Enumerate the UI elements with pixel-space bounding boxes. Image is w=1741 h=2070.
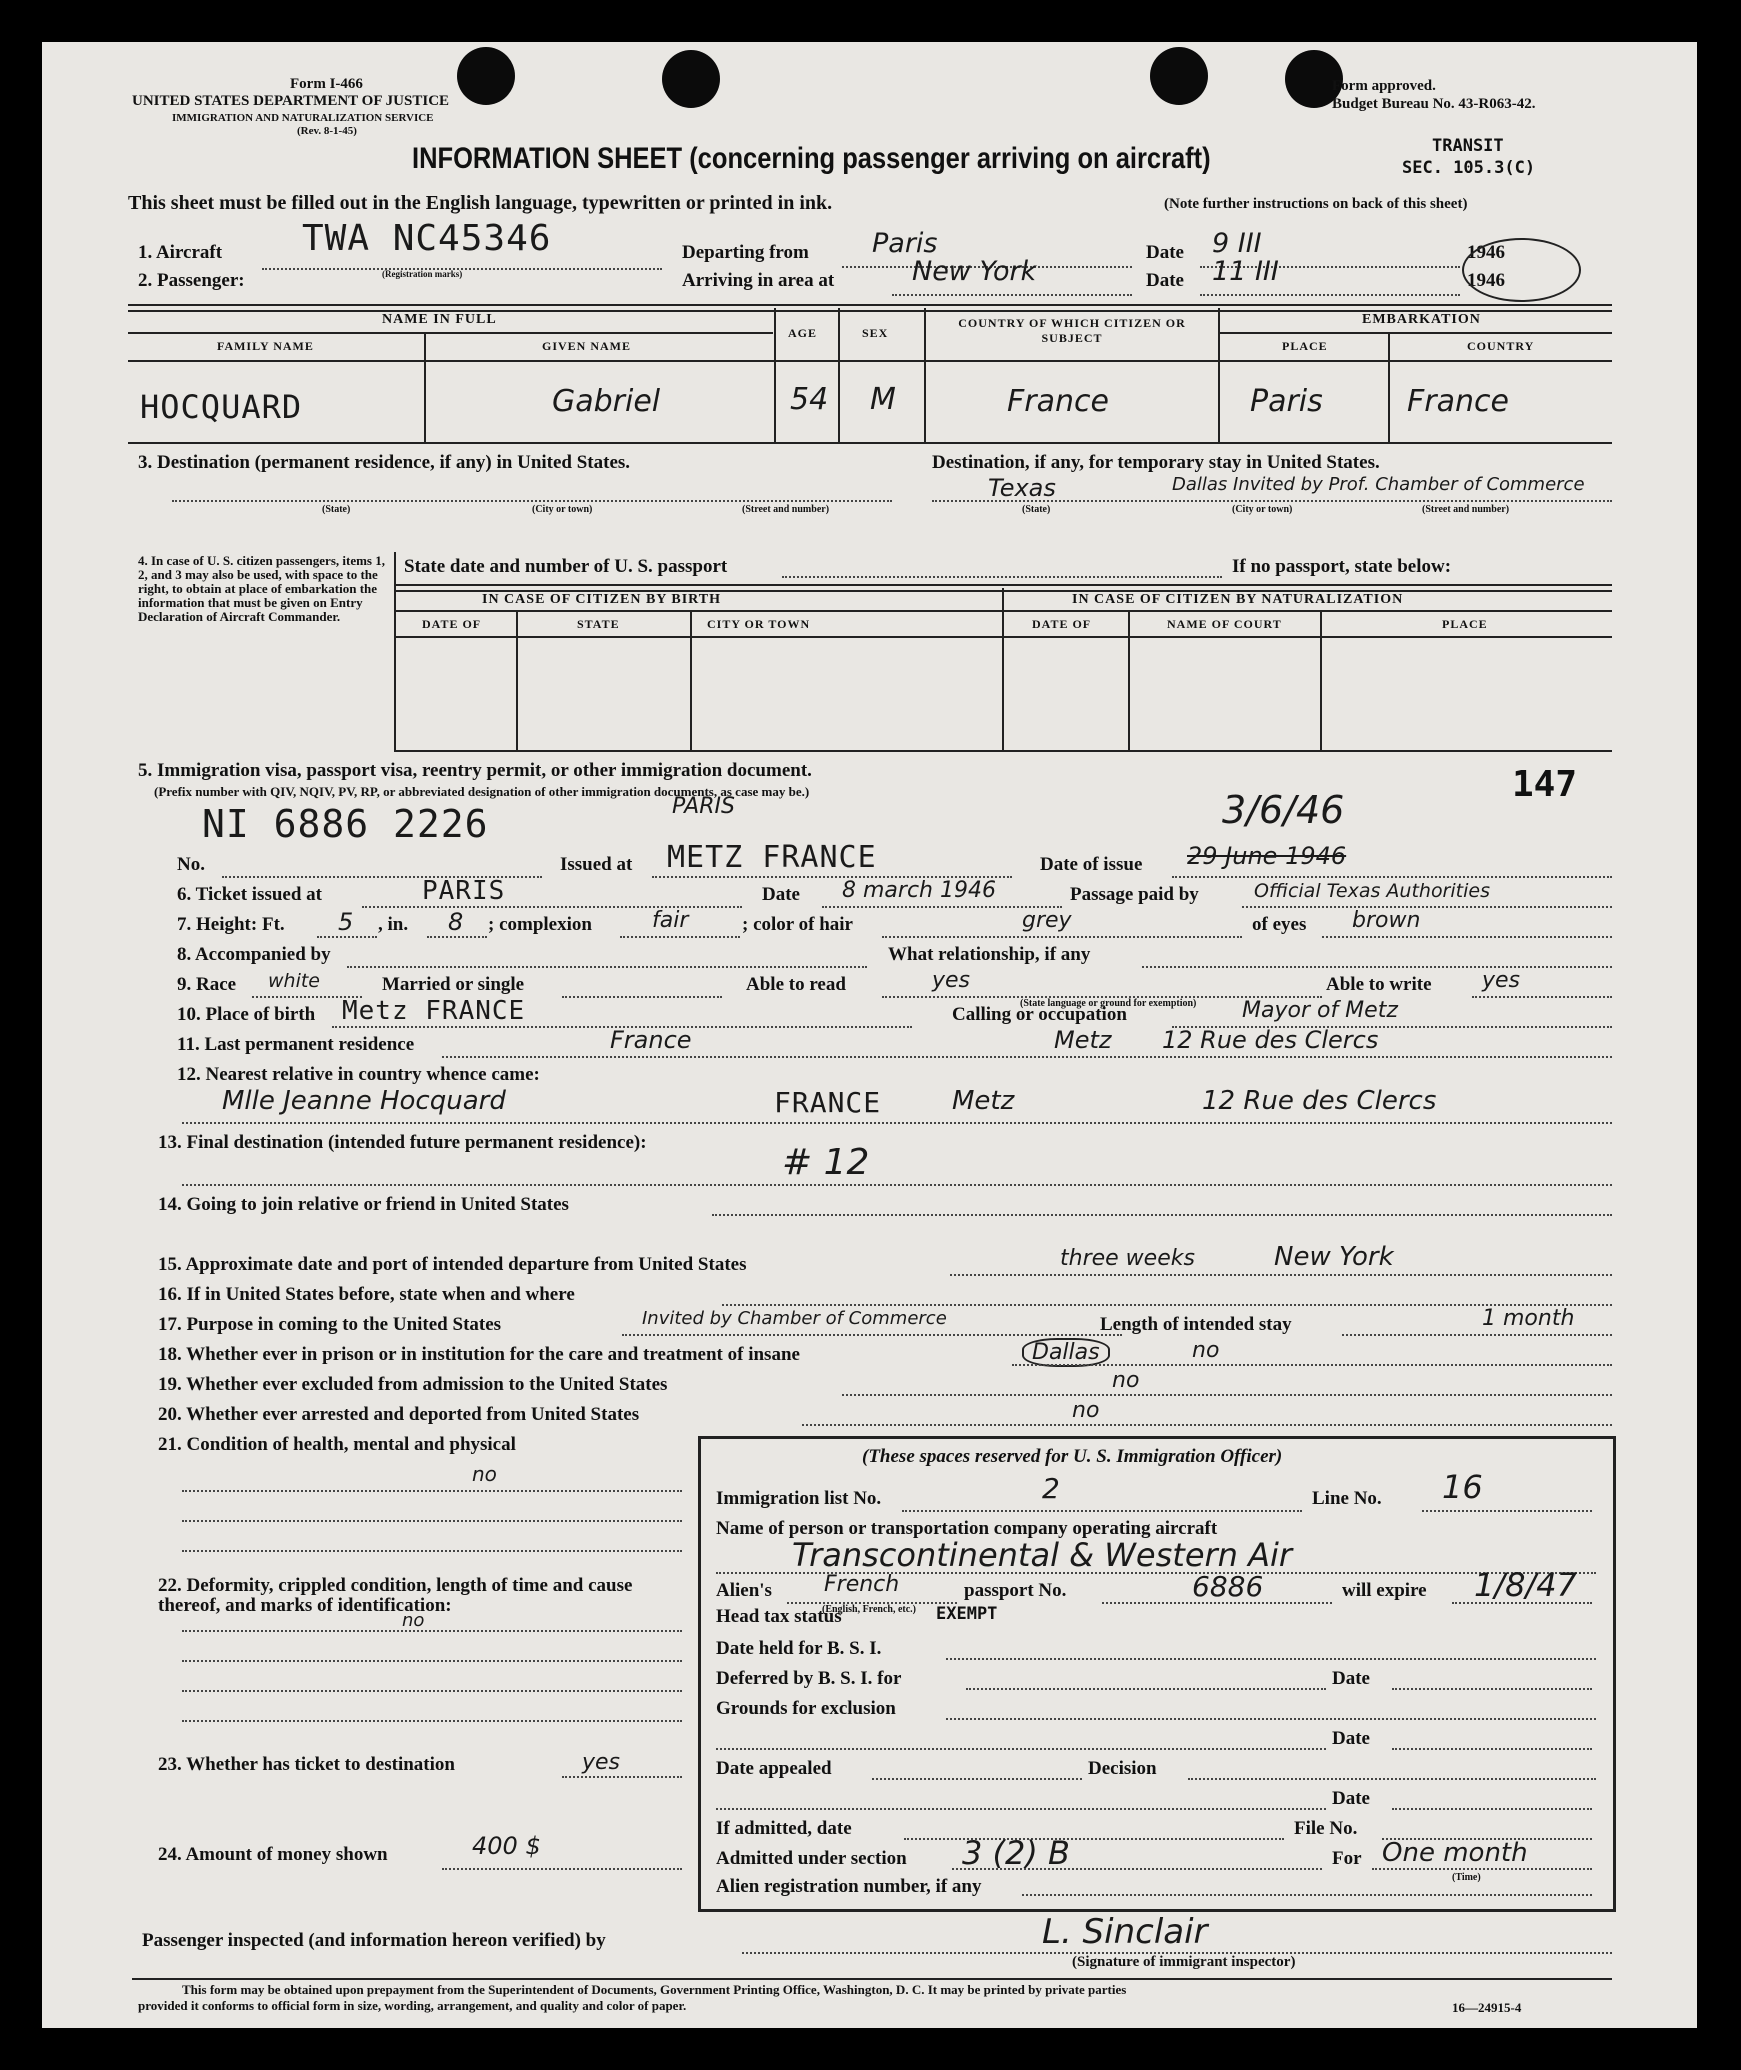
family-name-value[interactable]: HOCQUARD xyxy=(140,388,303,426)
passage-paid-label: Passage paid by xyxy=(1070,884,1199,905)
state-header: STATE xyxy=(577,617,620,631)
section-label: Admitted under section xyxy=(716,1848,907,1869)
item22-label: 22. Deformity, crippled condition, length of time and cause thereof, and marks of identification: xyxy=(158,1575,633,1616)
embark-country-value[interactable]: France xyxy=(1407,384,1509,419)
doi-value[interactable]: 29 June 1946 xyxy=(1187,842,1347,870)
relationship-label: What relationship, if any xyxy=(888,944,1091,965)
fine-print-2: provided it conforms to official form in size, wording, arrangement, and quality and color of paper. xyxy=(138,1998,687,2013)
date-label-c: Date xyxy=(1332,1788,1370,1809)
temp-city-value[interactable]: Dallas Invited by Prof. Chamber of Commerce xyxy=(1172,474,1585,495)
relative-street[interactable]: 12 Rue des Clercs xyxy=(1202,1086,1437,1116)
doi-over: 3/6/46 xyxy=(1222,788,1345,832)
punch-hole xyxy=(1150,47,1208,105)
date-of2-header: DATE OF xyxy=(1032,617,1092,631)
budget-bureau: Budget Bureau No. 43-R063-42. xyxy=(1332,96,1536,112)
issued-value[interactable]: METZ FRANCE xyxy=(667,840,877,875)
city-header: CITY OR TOWN xyxy=(707,617,811,631)
eyes-label: of eyes xyxy=(1252,914,1307,935)
item20-label: 20. Whether ever arrested and deported from United States xyxy=(158,1404,640,1425)
alien-reg-label: Alien registration number, if any xyxy=(716,1876,982,1897)
head-tax-value[interactable]: EXEMPT xyxy=(936,1604,998,1624)
relative-name[interactable]: Mlle Jeanne Hocquard xyxy=(222,1086,506,1116)
name-in-full-header: NAME IN FULL xyxy=(382,312,497,327)
note-text: (Note further instructions on back of this sheet) xyxy=(1164,196,1468,212)
place-header: PLACE xyxy=(1282,339,1328,353)
item16-label: 16. If in United States before, state when and where xyxy=(158,1284,575,1305)
departing-value[interactable]: Paris xyxy=(872,228,938,259)
read-label: Able to read xyxy=(746,974,846,995)
item6-date-label: Date xyxy=(762,884,800,905)
admitted-label: If admitted, date xyxy=(716,1818,852,1839)
officer-reserved: (These spaces reserved for U. S. Immigration Officer) xyxy=(862,1446,1283,1467)
item17-label: 17. Purpose in coming to the United States xyxy=(158,1314,502,1335)
signature-label: (Signature of immigrant inspector) xyxy=(1072,1954,1296,1970)
passage-paid-value[interactable]: Official Texas Authorities xyxy=(1254,880,1490,902)
date-label-a: Date xyxy=(1332,1668,1370,1689)
line-no-value[interactable]: 16 xyxy=(1442,1468,1483,1506)
reg-marks: (Registration marks) xyxy=(382,269,463,279)
write-value[interactable]: yes xyxy=(1482,968,1521,993)
deported-value[interactable]: no xyxy=(1072,1398,1100,1423)
item14-label: 14. Going to join relative or friend in United States xyxy=(158,1194,569,1215)
age-header: AGE xyxy=(788,326,818,340)
decision-label: Decision xyxy=(1088,1758,1157,1779)
item24-label: 24. Amount of money shown xyxy=(158,1844,388,1865)
expire-value[interactable]: 1/8/47 xyxy=(1474,1566,1577,1604)
sex-value[interactable]: M xyxy=(870,382,896,417)
bsi-label: Date held for B. S. I. xyxy=(716,1638,882,1659)
embark-place-value[interactable]: Paris xyxy=(1250,384,1323,419)
row5-prefix: (Prefix number with QIV, NQIV, PV, RP, or abbreviated designation of other immigration documents, as case may be.) xyxy=(154,784,810,799)
date-of-header: DATE OF xyxy=(422,617,482,631)
item6-label: 6. Ticket issued at xyxy=(177,884,322,905)
item7-label: 7. Height: Ft. xyxy=(177,914,285,935)
page-number: 147 xyxy=(1512,764,1578,805)
aircraft-label: 1. Aircraft xyxy=(138,242,223,263)
row3-label2: Destination, if any, for temporary stay in United States. xyxy=(932,452,1380,473)
departing-label: Departing from xyxy=(682,242,809,263)
last-res-city[interactable]: Metz xyxy=(1054,1026,1112,1054)
grounds-label: Grounds for exclusion xyxy=(716,1698,896,1719)
form-approved: Form approved. xyxy=(1332,78,1436,94)
form-number: Form I-466 xyxy=(290,76,363,92)
inspector-signature: L. Sinclair xyxy=(1042,1912,1208,1952)
complexion-value[interactable]: fair xyxy=(652,908,689,933)
ticket-issued-value[interactable]: PARIS xyxy=(422,876,506,906)
no-passport-label: If no passport, state below: xyxy=(1232,556,1452,577)
row3-label: 3. Destination (permanent residence, if any) in United States. xyxy=(138,452,631,473)
passport-no-value[interactable]: 6886 xyxy=(1192,1570,1264,1603)
punch-hole xyxy=(457,47,515,105)
departure-port[interactable]: New York xyxy=(1274,1242,1394,1272)
date1-value[interactable]: 9 III xyxy=(1212,228,1262,259)
ticket-dest-value[interactable]: yes xyxy=(582,1750,621,1775)
place2-header: PLACE xyxy=(1442,617,1488,631)
form-page xyxy=(42,42,1697,2028)
issued-label: Issued at xyxy=(560,854,633,875)
transport-label: Name of person or transportation company operating aircraft xyxy=(716,1518,1218,1539)
item8-label: 8. Accompanied by xyxy=(177,944,331,965)
lang-sub: (English, French, etc.) xyxy=(822,1604,916,1615)
sex-header: SEX xyxy=(862,326,889,340)
row3-street-sub2: (Street and number) xyxy=(1422,504,1510,515)
birthplace-value[interactable]: Metz FRANCE xyxy=(342,996,526,1026)
department-name: UNITED STATES DEPARTMENT OF JUSTICE xyxy=(132,93,450,109)
row3-street-sub: (Street and number) xyxy=(742,504,830,515)
age-value[interactable]: 54 xyxy=(790,382,829,417)
hair-label: ; color of hair xyxy=(742,914,853,935)
list-no-value[interactable]: 2 xyxy=(1042,1472,1060,1505)
row3-city-sub2: (City or town) xyxy=(1232,504,1293,515)
departure-value[interactable]: three weeks xyxy=(1060,1246,1195,1271)
time-sub: (Time) xyxy=(1452,1872,1481,1883)
date-label-b: Date xyxy=(1332,1728,1370,1749)
family-name-header: FAMILY NAME xyxy=(217,339,314,353)
arriving-label: Arriving in area at xyxy=(682,270,835,291)
court-header: NAME OF COURT xyxy=(1167,617,1282,631)
married-label: Married or single xyxy=(382,974,525,995)
ticket-date-value[interactable]: 8 march 1946 xyxy=(842,878,996,903)
doc-number[interactable]: NI 6886 2226 xyxy=(202,802,489,846)
issued-over: PARIS xyxy=(672,794,735,819)
citizen-header: COUNTRY OF WHICH CITIZEN OR SUBJECT xyxy=(958,316,1186,345)
money-value[interactable]: 400 $ xyxy=(472,1832,541,1860)
item13-label: 13. Final destination (intended future permanent residence): xyxy=(158,1132,647,1153)
row3-city-sub: (City or town) xyxy=(532,504,593,515)
year1-value: 1946 xyxy=(1467,242,1505,263)
row5-label: 5. Immigration visa, passport visa, reentry permit, or other immigration document. xyxy=(138,760,812,781)
form-code: 16—24915-4 xyxy=(1452,2000,1522,2015)
doi-label: Date of issue xyxy=(1040,854,1143,875)
service-name: IMMIGRATION AND NATURALIZATION SERVICE xyxy=(172,112,434,124)
dallas-circled: Dallas xyxy=(1022,1338,1110,1367)
date1-label: Date xyxy=(1146,242,1184,263)
punch-hole xyxy=(662,50,720,108)
list-no-label: Immigration list No. xyxy=(716,1488,882,1509)
calling-label: Calling or occupation xyxy=(952,1004,1127,1025)
country-header: COUNTRY xyxy=(1467,339,1535,353)
line-no-label: Line No. xyxy=(1312,1488,1382,1509)
for-label: For xyxy=(1332,1848,1362,1869)
complexion-label: ; complexion xyxy=(488,914,592,935)
passport-label: State date and number of U. S. passport xyxy=(404,556,728,577)
item21-label: 21. Condition of health, mental and physical xyxy=(158,1434,516,1455)
write-label: Able to write xyxy=(1326,974,1432,995)
naturalization-header: IN CASE OF CITIZEN BY NATURALIZATION xyxy=(1072,592,1404,607)
last-res-country[interactable]: France xyxy=(610,1026,692,1054)
row4-note: 4. In case of U. S. citizen passengers, items 1, 2, and 3 may also be used, with space to the right, to obtain at place of embarkation the information that must be given on Entry Declaration of Aircraft Commander. xyxy=(138,553,385,624)
inspected-label: Passenger inspected (and information hereon verified) by xyxy=(142,1930,606,1951)
item19-label: 19. Whether ever excluded from admission to the United States xyxy=(158,1374,668,1395)
no-label: No. xyxy=(177,854,205,875)
item12-label: 12. Nearest relative in country whence came: xyxy=(177,1064,540,1085)
relative-city[interactable]: Metz xyxy=(952,1086,1015,1116)
year2-value: 1946 xyxy=(1467,270,1505,291)
race-value[interactable]: white xyxy=(268,970,320,992)
relative-country[interactable]: FRANCE xyxy=(774,1086,882,1119)
file-no-label: File No. xyxy=(1294,1818,1358,1839)
height-ft-value[interactable]: 5 xyxy=(338,908,354,936)
row3-state-sub2: (State) xyxy=(1022,504,1051,515)
fine-print-1: This form may be obtained upon prepayment from the Superintendent of Documents, Government Printing Office, Washington, D. C. It may be printed by private parties xyxy=(182,1982,1127,1997)
eyes-value[interactable]: brown xyxy=(1352,908,1421,933)
transport-value[interactable]: Transcontinental & Western Air xyxy=(792,1536,1293,1574)
given-name-header: GIVEN NAME xyxy=(542,339,632,353)
passport-no-label: passport No. xyxy=(964,1580,1067,1601)
aliens-value[interactable]: French xyxy=(824,1572,900,1597)
length-stay-label: Length of intended stay xyxy=(1100,1314,1292,1335)
arriving-value[interactable]: New York xyxy=(912,256,1037,287)
head-tax-label: Head tax status xyxy=(716,1606,842,1627)
citizen-value[interactable]: France xyxy=(1007,384,1109,419)
embarkation-header: EMBARKATION xyxy=(1362,312,1481,327)
item23-label: 23. Whether has ticket to destination xyxy=(158,1754,455,1775)
last-res-street[interactable]: 12 Rue des Clercs xyxy=(1162,1026,1379,1054)
item10-label: 10. Place of birth xyxy=(177,1004,316,1025)
instruction-text: This sheet must be filled out in the English language, typewritten or printed in ink. xyxy=(128,192,833,214)
item18-label: 18. Whether ever in prison or in institution for the care and treatment of insane xyxy=(158,1344,800,1365)
prison-value[interactable]: no xyxy=(1192,1338,1220,1363)
read-value[interactable]: yes xyxy=(932,968,971,993)
transit-stamp: TRANSIT xyxy=(1432,136,1504,156)
aircraft-value[interactable]: TWA NC45346 xyxy=(302,218,552,259)
expire-label: will expire xyxy=(1342,1580,1427,1601)
height-in-value[interactable]: 8 xyxy=(448,908,464,936)
health-value[interactable]: no xyxy=(472,1462,497,1486)
sec-stamp: SEC. 105.3(C) xyxy=(1402,158,1536,178)
date2-label: Date xyxy=(1146,270,1184,291)
hair-value[interactable]: grey xyxy=(1022,908,1072,933)
item9-label: 9. Race xyxy=(177,974,237,995)
item15-label: 15. Approximate date and port of intended departure from United States xyxy=(158,1254,747,1275)
passenger-label: 2. Passenger: xyxy=(138,270,245,291)
final-dest-value[interactable]: # 12 xyxy=(782,1142,870,1183)
language-sub: (State language or ground for exemption) xyxy=(1020,998,1197,1009)
deferred-label: Deferred by B. S. I. for xyxy=(716,1668,902,1689)
length-stay-value[interactable]: 1 month xyxy=(1482,1306,1575,1331)
given-name-value[interactable]: Gabriel xyxy=(552,384,661,419)
year-circle xyxy=(1462,238,1581,302)
excluded-value[interactable]: no xyxy=(1112,1368,1140,1393)
calling-value[interactable]: Mayor of Metz xyxy=(1242,998,1398,1023)
row3-state-sub: (State) xyxy=(322,504,351,515)
revision: (Rev. 8-1-45) xyxy=(297,125,357,137)
purpose-value[interactable]: Invited by Chamber of Commerce xyxy=(642,1308,947,1329)
inches-label: , in. xyxy=(378,914,409,935)
for-value[interactable]: One month xyxy=(1382,1838,1528,1868)
aliens-label: Alien's xyxy=(716,1580,772,1601)
temp-state-value[interactable]: Texas xyxy=(988,474,1056,502)
form-title: INFORMATION SHEET (concerning passenger arriving on aircraft) xyxy=(412,142,1211,175)
date2-value[interactable]: 11 III xyxy=(1212,256,1279,287)
deformity-value[interactable]: no xyxy=(402,1610,425,1631)
birth-header: IN CASE OF CITIZEN BY BIRTH xyxy=(482,592,722,607)
item11-label: 11. Last permanent residence xyxy=(177,1034,415,1055)
section-value[interactable]: 3 (2) B xyxy=(962,1834,1070,1872)
appealed-label: Date appealed xyxy=(716,1758,832,1779)
